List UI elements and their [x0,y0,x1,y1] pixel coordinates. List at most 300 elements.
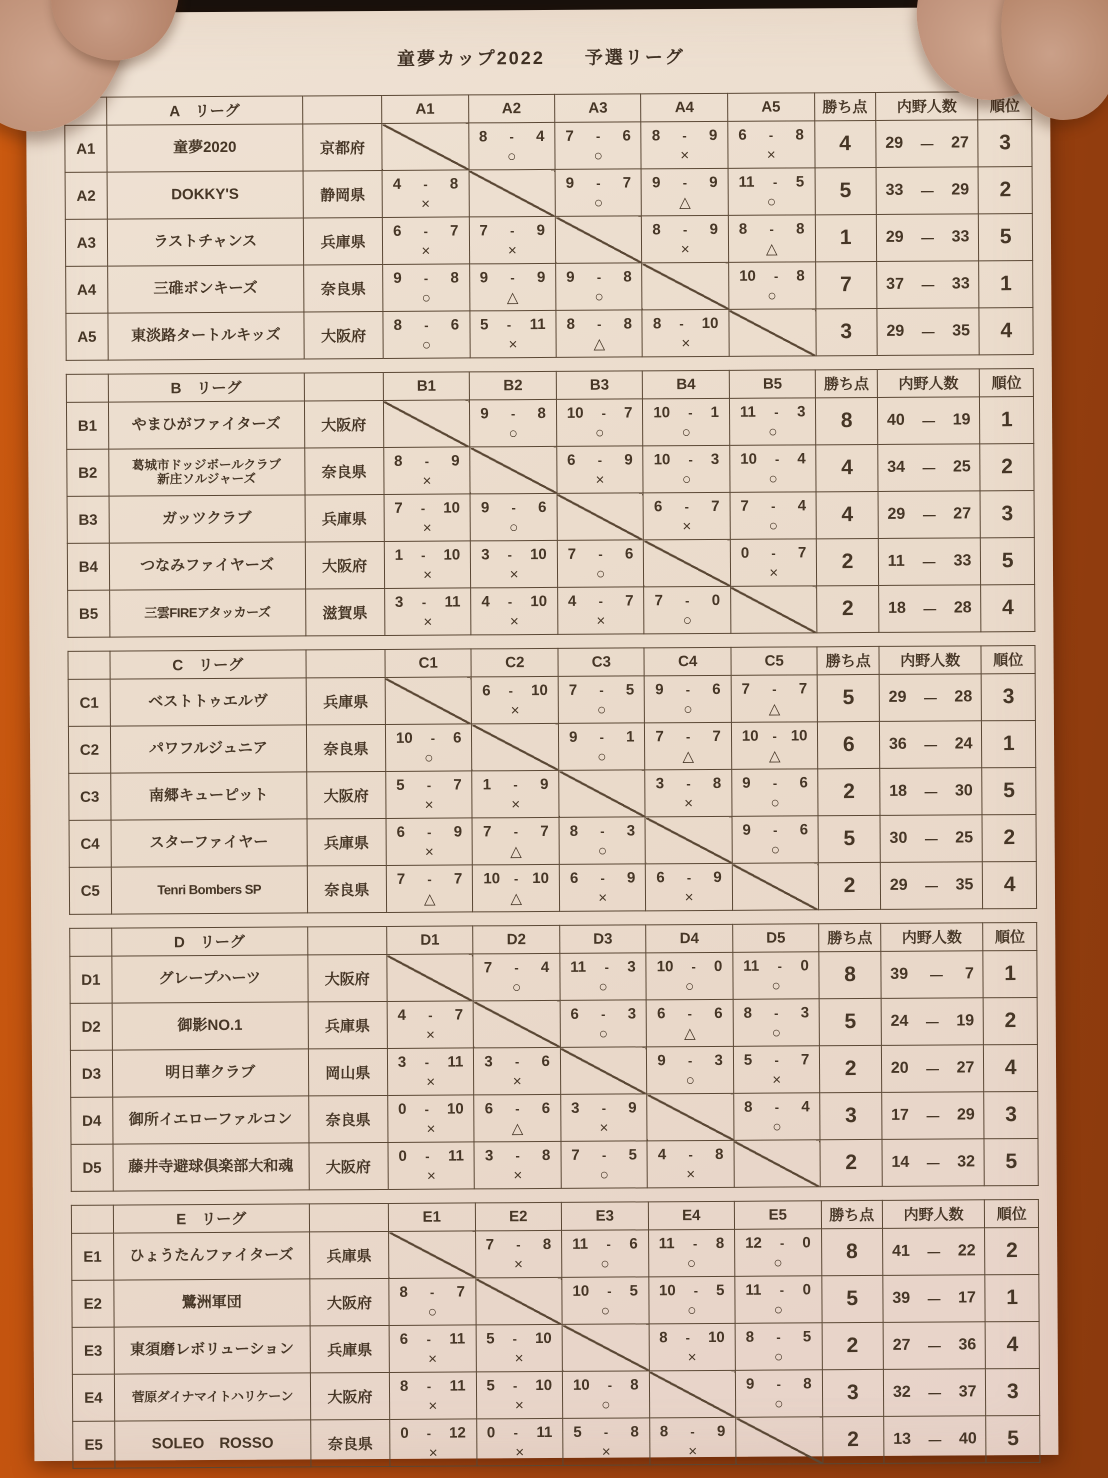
score-right: 11 [536,1423,553,1442]
inner-dash: － [926,1433,944,1451]
score-dash: - [776,1329,781,1345]
win-loss-mark: ○ [593,147,603,165]
points-cell: 2 [822,1416,884,1463]
match-result-cell [383,311,470,359]
win-loss-mark: × [428,1444,438,1462]
team-row [65,166,1032,219]
win-loss-mark: × [684,794,694,812]
match-result-cell [730,539,817,587]
match-score [473,865,559,889]
score-dash: - [424,1054,430,1070]
match-score [383,171,469,195]
opponent-column-header: A4 [641,93,728,122]
match-score [388,1049,474,1073]
score-right: 10 [443,546,461,564]
match-result-cell [729,262,816,310]
match-score [386,819,472,843]
team-name: つなみファイヤーズ [109,542,305,590]
match-result-cell [732,816,819,864]
inner-count-pair [880,827,982,851]
win-loss-mark: ○ [774,1348,784,1366]
score-left: 6 [656,869,665,887]
win-loss-mark: ○ [685,977,695,995]
score-right: 7 [711,497,720,515]
match-result-cell [645,675,732,723]
inner-right: 33 [951,275,970,293]
inner-count-pair [884,1428,986,1452]
team-code: A5 [66,313,108,360]
points-cell: 6 [818,721,880,768]
team-code: E5 [73,1421,115,1468]
score-dash: - [601,1006,606,1022]
score-left: 10 [572,1282,590,1300]
prefecture-header-cell [306,649,385,677]
score-right: 6 [453,729,462,747]
match-result-cell [469,263,556,311]
match-score [729,263,815,287]
inner-right: 27 [953,505,972,523]
score-right: 3 [800,1004,810,1022]
score-right: 11 [447,1053,464,1071]
rank-cell: 4 [981,584,1035,631]
inner-count-cell [878,491,981,539]
match-score [473,771,559,795]
match-result-cell [474,1047,561,1095]
score-dash: - [772,174,778,190]
score-left: 9 [569,728,578,746]
score-right: 12 [449,1424,466,1442]
win-loss-mark: × [766,146,776,164]
match-result-cell [389,1278,476,1326]
match-result-cell [735,1229,822,1277]
prefecture-header-cell [309,1203,388,1231]
match-score [469,217,555,241]
score-dash: - [600,823,605,839]
inner-right: 25 [955,829,974,847]
score-left: 5 [396,776,405,794]
match-result-cell [562,1230,649,1278]
rank-cell: 1 [983,950,1037,997]
team-prefecture: 京都府 [303,123,382,170]
points-header: 勝ち点 [817,646,879,674]
score-right: 7 [450,222,459,240]
inner-left: 34 [887,458,906,476]
score-left: 9 [393,269,402,287]
score-dash: - [600,870,605,886]
score-right: 6 [799,821,809,839]
inner-right: 29 [956,1106,975,1124]
win-loss-mark: × [508,335,518,353]
score-dash: - [599,682,604,698]
score-right: 9 [453,823,463,841]
inner-count-pair [878,456,980,480]
score-left: 3 [484,1053,493,1071]
team-prefecture: 奈良県 [304,447,383,494]
team-name: DOKKY'S [107,171,304,219]
score-right: 4 [797,450,806,468]
team-name: 東淡路タートルキッズ [108,312,305,360]
score-left: 5 [480,316,489,334]
score-right: 0 [802,1281,811,1299]
win-loss-mark: ○ [685,1071,695,1089]
team-prefecture: 奈良県 [308,1095,387,1142]
inner-count-cell [879,721,982,769]
points-cell: 5 [819,998,881,1045]
score-dash: - [420,500,426,516]
inner-left: 29 [888,688,907,706]
rank-cell: 3 [986,1368,1040,1415]
rank-cell: 5 [981,537,1035,584]
win-loss-mark: × [601,1443,611,1461]
match-score [471,494,557,518]
self-diagonal-cell [734,1140,821,1188]
opponent-column-header: E4 [648,1201,735,1230]
match-score [383,218,469,242]
match-score [735,1230,821,1254]
win-loss-mark: × [421,242,431,260]
score-right: 3 [710,450,720,468]
score-right: 9 [539,775,549,794]
score-dash: - [513,777,518,793]
match-score [390,1373,476,1397]
win-loss-mark: × [682,517,692,535]
team-row [72,1368,1039,1421]
team-name: ラストチャンス [107,218,304,266]
corner-cell [66,374,108,402]
inner-dash: － [926,1339,943,1357]
inner-right: 28 [953,599,972,617]
score-right: 10 [707,1328,725,1346]
match-score [384,312,470,336]
match-result-cell [735,1370,822,1418]
match-result-cell [555,169,642,217]
points-cell: 1 [815,214,877,261]
self-diagonal-cell [475,1277,562,1325]
match-score [560,1001,646,1025]
team-code: C5 [69,867,111,914]
match-result-cell [648,1276,735,1324]
self-diagonal-cell [645,816,732,864]
team-code: A4 [66,266,108,313]
points-cell: 4 [816,444,878,491]
inner-left: 11 [887,552,905,570]
team-name: 南郷キューピット [110,772,306,820]
score-dash: - [777,958,783,974]
inner-count-pair [876,132,978,156]
match-score [558,541,644,565]
rank-cell: 3 [984,1091,1038,1138]
match-result-cell [555,122,642,170]
win-loss-mark: ○ [599,1166,609,1184]
inner-dash: － [919,231,936,249]
inner-left: 39 [890,965,909,983]
rank-cell: 1 [980,396,1034,443]
score-right: 9 [451,452,460,470]
inner-dash: － [920,461,938,479]
inner-dash: － [919,184,936,202]
inner-count-cell [881,1045,984,1093]
score-dash: - [424,1101,429,1117]
match-score [560,954,646,978]
match-result-cell [649,1323,736,1371]
score-dash: - [509,129,514,145]
score-left: 5 [486,1330,495,1348]
points-cell: 7 [815,261,877,308]
match-result-cell [382,217,469,265]
inner-dash: － [924,1062,941,1080]
score-left: 9 [566,268,575,286]
team-row [67,490,1034,543]
points-cell: 2 [819,862,881,909]
team-row [67,537,1034,590]
match-result-cell [642,309,729,357]
match-score [558,588,644,612]
match-score [563,1372,649,1396]
score-dash: - [607,1377,613,1393]
team-code: E4 [72,1374,114,1421]
match-score [728,122,814,146]
score-dash: - [513,1425,519,1441]
prefecture-header-cell [304,372,383,400]
inner-dash: － [926,1386,943,1404]
win-loss-mark: ○ [509,518,519,536]
score-right: 8 [623,315,633,333]
points-cell: 3 [822,1369,884,1416]
match-result-cell [560,953,647,1001]
match-result-cell [383,264,470,312]
score-left: 7 [567,545,577,563]
inner-count-cell [879,674,982,722]
team-code: D1 [70,956,112,1003]
match-result-cell [473,953,560,1001]
points-cell: 2 [817,585,879,632]
match-score [561,1095,647,1119]
team-code: A1 [65,125,107,172]
self-diagonal-cell [557,493,644,541]
score-left: 8 [394,452,403,470]
inner-count-cell [877,308,980,356]
match-score [561,1142,647,1166]
match-result-cell [388,1095,475,1143]
team-code: D5 [71,1144,113,1191]
inner-left: 29 [886,322,905,340]
team-prefecture: 岡山県 [308,1048,387,1095]
team-name: 藤井寺避球倶楽部大和魂 [113,1143,309,1191]
score-left: 3 [655,775,665,793]
score-dash: - [511,500,516,516]
score-left: 4 [481,593,490,611]
team-name: 東須磨レボリューション [114,1326,311,1374]
match-result-cell [470,399,557,447]
win-loss-mark: ○ [681,423,691,441]
corner-cell [68,651,110,679]
score-left: 10 [572,1376,590,1394]
self-diagonal-cell [562,1324,649,1372]
points-cell: 8 [821,1228,883,1275]
opponent-column-header: D4 [646,924,733,953]
win-loss-mark: ○ [421,336,432,354]
inner-left: 40 [886,411,905,429]
match-score [732,817,818,841]
win-loss-mark: × [598,889,608,907]
points-header: 勝ち点 [819,923,881,951]
score-dash: - [596,175,601,191]
score-right: 6 [629,1235,638,1253]
inner-right: 19 [956,1012,975,1030]
league-tables-container [50,91,1040,1469]
match-score [385,542,471,566]
inner-right: 27 [956,1059,975,1077]
match-result-cell [387,1048,474,1096]
score-dash: - [426,1425,432,1441]
match-score [473,818,559,842]
match-score [470,311,556,335]
score-left: 9 [565,174,575,192]
match-result-cell [557,587,644,635]
score-right: 10 [535,1329,552,1348]
score-right: 10 [532,869,550,888]
score-right: 7 [622,174,632,192]
score-left: 8 [393,316,403,334]
score-left: 6 [567,451,576,469]
score-dash: - [423,176,428,192]
inner-right: 27 [950,134,969,152]
win-loss-mark: ○ [597,701,607,719]
inner-count-pair [877,226,979,250]
self-diagonal-cell [729,309,816,357]
match-result-cell [561,1094,648,1142]
team-name: 菅原ダイナマイトハリケーン [114,1373,311,1421]
inner-right: 35 [955,876,974,894]
opponent-column-header: B2 [470,371,557,400]
win-loss-mark: ○ [600,1302,610,1320]
inner-count-pair [883,1287,985,1311]
inner-right: 22 [957,1242,976,1260]
win-loss-mark: × [507,241,517,259]
team-row [71,1138,1038,1191]
team-code: C4 [69,820,111,867]
score-dash: - [425,1148,430,1164]
score-left: 11 [572,1235,589,1253]
score-right: 7 [624,404,633,422]
match-result-cell [389,1325,476,1373]
match-score [475,1095,561,1119]
team-code: B4 [67,543,109,590]
win-loss-mark: × [680,240,690,258]
score-right: 6 [799,774,808,792]
inner-count-pair [879,550,981,574]
win-loss-mark: × [428,1397,438,1415]
score-left: 1 [394,546,404,564]
score-dash: - [776,1376,781,1392]
score-dash: - [427,871,432,887]
inner-dash: － [924,1015,941,1033]
match-result-cell [386,865,473,913]
inner-dash: － [920,325,937,343]
match-score [557,447,643,471]
inner-dash: － [925,1245,942,1263]
score-right: 0 [711,591,721,609]
match-result-cell [561,1141,648,1189]
match-score [730,399,816,423]
score-dash: - [685,729,691,745]
inner-count-cell [882,1139,985,1187]
match-result-cell [388,1142,475,1190]
opponent-column-header: D3 [559,925,646,954]
inner-left: 18 [888,599,906,617]
team-name: ベストトゥエルヴ [110,678,306,726]
points-cell: 2 [822,1322,884,1369]
score-right: 3 [627,1005,637,1023]
inner-count-pair [884,1381,986,1405]
score-right: 1 [710,403,719,421]
match-result-cell [384,494,471,542]
score-dash: - [421,594,427,610]
team-name: 御所イエローファルコン [112,1096,308,1144]
inner-count-pair [877,320,979,344]
inner-right: 37 [958,1383,977,1401]
inner-count-pair [882,1104,984,1128]
team-row [69,861,1036,914]
team-name: パワフルジュニア [110,725,306,773]
match-result-cell [734,1093,821,1141]
opponent-column-header: E2 [475,1202,562,1231]
win-loss-mark: × [681,334,691,352]
score-dash: - [597,452,603,468]
match-score [730,446,816,470]
team-prefecture: 兵庫県 [305,494,384,541]
match-result-cell [475,1230,562,1278]
score-left: 4 [657,1146,667,1164]
match-score [645,723,731,747]
score-left: 6 [569,869,579,887]
team-prefecture: 兵庫県 [303,217,382,264]
win-loss-mark: × [513,1166,523,1184]
rank-cell: 5 [979,213,1033,260]
score-left: 8 [744,1098,753,1116]
score-dash: - [769,221,774,237]
team-code: A2 [65,172,107,219]
score-right: 7 [800,1051,810,1069]
score-right: 8 [715,1145,724,1163]
win-loss-mark: × [512,1072,522,1090]
inner-count-cell [876,167,979,215]
score-dash: - [512,1378,518,1394]
inner-dash: － [922,691,939,709]
team-row [72,1227,1039,1280]
points-cell: 8 [819,951,881,998]
team-name: 三碓ボンキーズ [107,265,304,313]
match-score [645,676,731,700]
score-dash: - [691,959,696,975]
inner-right: 28 [954,688,973,706]
score-dash: - [424,453,430,469]
score-right: 5 [795,173,805,191]
score-right: 5 [625,681,635,699]
inner-right: 33 [951,228,970,246]
score-dash: - [603,1424,609,1440]
score-left: 3 [571,1099,580,1117]
match-result-cell [647,1046,734,1094]
match-score [563,1419,649,1443]
rank-cell: 1 [979,260,1033,307]
score-dash: - [598,593,604,609]
team-row [68,673,1035,726]
score-left: 0 [398,1100,407,1118]
win-loss-mark: ○ [773,1254,783,1272]
team-row [73,1415,1040,1468]
league-table-b [66,368,1036,638]
